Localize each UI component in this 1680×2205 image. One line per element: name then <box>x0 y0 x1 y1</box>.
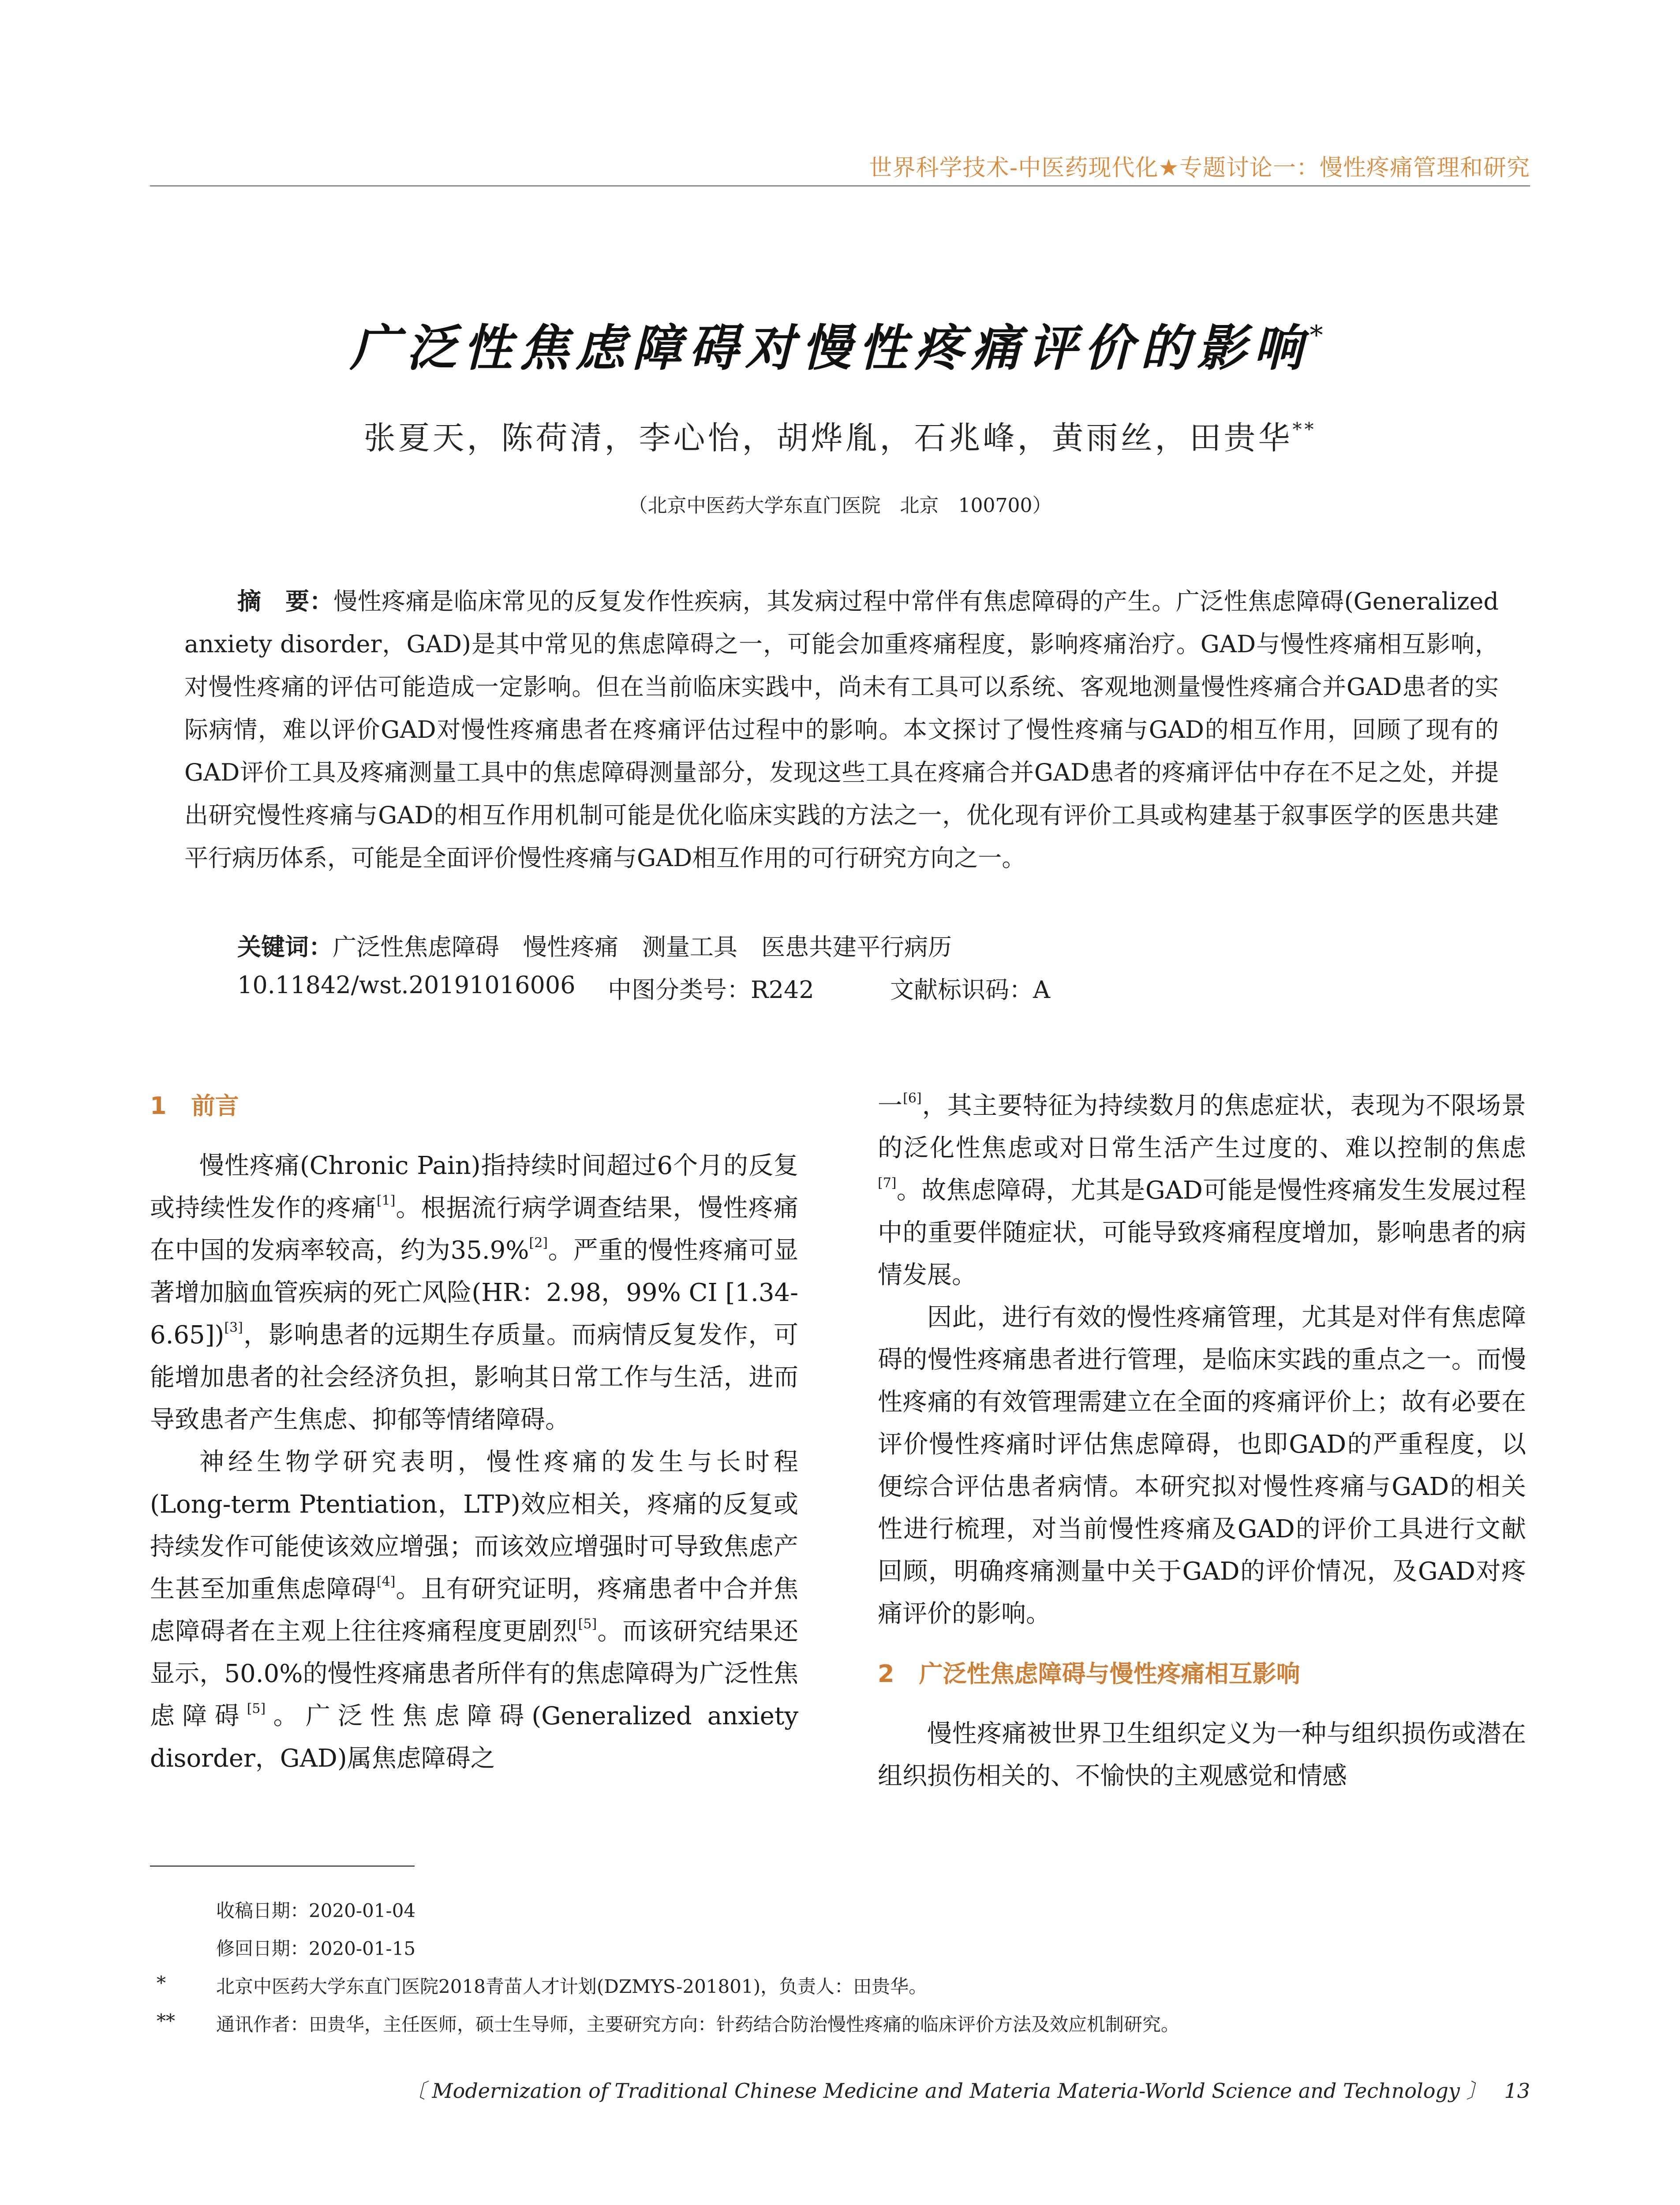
text-run: 。而该研究结果还显示，50.0%的慢性疼痛患者所伴有的焦虑障碍为广泛性焦虑障碍 <box>150 1617 799 1730</box>
abstract-label: 摘 要： <box>237 587 334 615</box>
revised-date: 修回日期：2020-01-15 <box>216 1938 416 1959</box>
left-column <box>150 1085 798 1780</box>
article-title <box>150 309 1530 380</box>
abstract-text: 慢性疼痛是临床常见的反复发作性疾病，其发病过程中常伴有焦虑障碍的产生。广泛性焦虑障碍(Generalized anxiety disorder，GAD)是其中常见的焦虑障碍之一，可能会加重疼痛程度，影响疼痛治疗。GAD与慢性疼痛相互影响，对慢性疼痛的评估可能造成一定影响。但在当前临床实践中，尚未有工具可以系统、客观地测量慢性疼痛合并GAD患者的实际病情，难以评价GAD对慢性疼痛患者在疼痛评估过程中的影响。本文探讨了慢性疼痛与GAD的相互作用，回顾了现有的GAD评价工具及疼痛测量工具中的焦虑障碍测量部分，发现这些工具在疼痛合并GAD患者的疼痛评估中存在不足之处，并提出研究慢性疼痛与GAD的相互作用机制可能是优化临床实践的方法之一，优化现有评价工具或构建基于叙事医学的医患共建平行病历体系，可能是全面评价慢性疼痛与GAD相互作用的可行研究方向之一。 <box>184 587 1499 872</box>
citation-ref[interactable]: [2] <box>529 1235 548 1251</box>
fund-info: 北京中医药大学东直门医院2018青苗人才计划(DZMYS-201801)，负责人：田贵华。 <box>216 1976 928 1997</box>
authors-text: 张夏天，陈荷清，李心怡，胡烨胤，石兆峰，黄雨丝，田贵华 <box>363 419 1293 456</box>
citation-ref[interactable]: [7] <box>878 1175 897 1191</box>
paragraph <box>150 1145 798 1441</box>
abstract <box>184 580 1499 879</box>
header-rule <box>150 185 1530 187</box>
section-2-title: 广泛性焦虑障碍与慢性疼痛相互影响 <box>919 1660 1300 1688</box>
citation-ref[interactable]: [4] <box>376 1574 396 1589</box>
paragraph <box>878 1085 1526 1297</box>
running-head: 世界科学技术-中医药现代化★专题讨论一：慢性疼痛管理和研究 <box>869 155 1530 181</box>
text-run: 神经生物学研究表明，慢性疼痛的发生与长时程(Long-term Ptentiation，LTP)效应相关，疼痛的反复或持续发作可能使该效应增强；而该效应增强时可导致焦虑产生甚至加重焦虑障碍 <box>150 1448 798 1603</box>
doi: 10.11842/wst.20191016006 <box>237 971 576 999</box>
text-run: ，影响患者的远期生存质量。而病情反复发作，可能增加患者的社会经济负担，影响其日常工作与生活，进而导致患者产生焦虑、抑郁等情绪障碍。 <box>150 1321 798 1434</box>
author-list <box>150 412 1530 458</box>
page-number: 13 <box>1504 2079 1530 2103</box>
journal-name: 〔 Modernization of Traditional Chinese Medicine and Materia Materia-World Science and Technology 〕 <box>405 2079 1487 2103</box>
text-run: 。广泛性焦虑障碍(Generalized anxiety disorder，GAD)属焦虑障碍之 <box>150 1702 799 1773</box>
right-column <box>878 1085 1526 1798</box>
paragraph <box>150 1441 798 1780</box>
section-2-heading <box>878 1653 1526 1695</box>
text-run: 。根据流行病学调查结果，慢性疼痛在中国的发病率较高，约为35.9% <box>150 1194 799 1265</box>
keywords-text: 广泛性焦虑障碍 慢性疼痛 测量工具 医患共建平行病历 <box>333 933 952 961</box>
document-code: 文献标识码：A <box>890 976 1050 1004</box>
text-run: 。且有研究证明，疼痛患者中合并焦虑障碍者在主观上往往疼痛程度更剧烈 <box>150 1575 799 1646</box>
title-text: 广泛性焦虑障碍对慢性疼痛评价的影响 <box>350 319 1310 377</box>
text-run: 一 <box>878 1091 903 1120</box>
text-run: ，其主要特征为持续数月的焦虑症状，表现为不限场景的泛化性焦虑或对日常生活产生过度的、难以控制的焦虑 <box>878 1091 1527 1162</box>
paragraph: 慢性疼痛被世界卫生组织定义为一种与组织损伤或潜在组织损伤相关的、不愉快的主观感觉和情感 <box>878 1719 1526 1790</box>
keywords-label: 关键词： <box>237 933 333 961</box>
footnote-rule <box>150 1865 415 1867</box>
section-1-number: 1 <box>150 1092 167 1120</box>
page-footer <box>405 2075 1530 2104</box>
title-footnote-mark: * <box>1310 320 1330 351</box>
received-date: 收稿日期：2020-01-04 <box>216 1900 416 1921</box>
citation-ref[interactable]: [5] <box>578 1616 597 1632</box>
clc-number: 中图分类号：R242 <box>608 976 814 1004</box>
affiliation: （北京中医药大学东直门医院 北京 100700） <box>628 494 1052 517</box>
footnote-mark: ** <box>157 2010 175 2032</box>
citation-ref[interactable]: [5] <box>247 1701 266 1716</box>
footnote-mark: * <box>157 1972 166 1994</box>
text-run: 。严重的慢性疼痛可显著增加脑血管疾病的死亡风险(HR：2.98，99% CI [1.34-6.65]) <box>150 1236 798 1349</box>
citation-ref[interactable]: [3] <box>224 1320 243 1335</box>
paragraph: 因此，进行有效的慢性疼痛管理，尤其是对伴有焦虑障碍的慢性疼痛患者进行管理，是临床实践的重点之一。而慢性疼痛的有效管理需建立在全面的疼痛评价上；故有必要在评价慢性疼痛时评估焦虑障碍，也即GAD的严重程度，以便综合评估患者病情。本研究拟对慢性疼痛与GAD的相关性进行梳理，对当前慢性疼痛及GAD的评价工具进行文献回顾，明确疼痛测量中关于GAD的评价情况，及GAD对疼痛评价的影响。 <box>878 1303 1526 1628</box>
authors-footnote-mark: ** <box>1292 419 1317 440</box>
text-run: 。故焦虑障碍，尤其是GAD可能是慢性疼痛发生发展过程中的重要伴随症状，可能导致疼痛程度增加，影响患者的病情发展。 <box>878 1176 1526 1289</box>
citation-ref[interactable]: [1] <box>376 1193 396 1208</box>
corresponding-author: 通讯作者：田贵华，主任医师，硕士生导师，主要研究方向：针药结合防治慢性疼痛的临床评价方法及效应机制研究。 <box>216 2014 1180 2035</box>
citation-ref[interactable]: [6] <box>903 1091 922 1106</box>
section-2-number: 2 <box>878 1660 894 1688</box>
keywords <box>237 928 952 962</box>
section-1-title: 前言 <box>191 1092 239 1120</box>
section-1-heading <box>150 1085 798 1127</box>
text-run: 慢性疼痛(Chronic Pain)指持续时间超过6个月的反复或持续性发作的疼痛 <box>150 1151 798 1222</box>
